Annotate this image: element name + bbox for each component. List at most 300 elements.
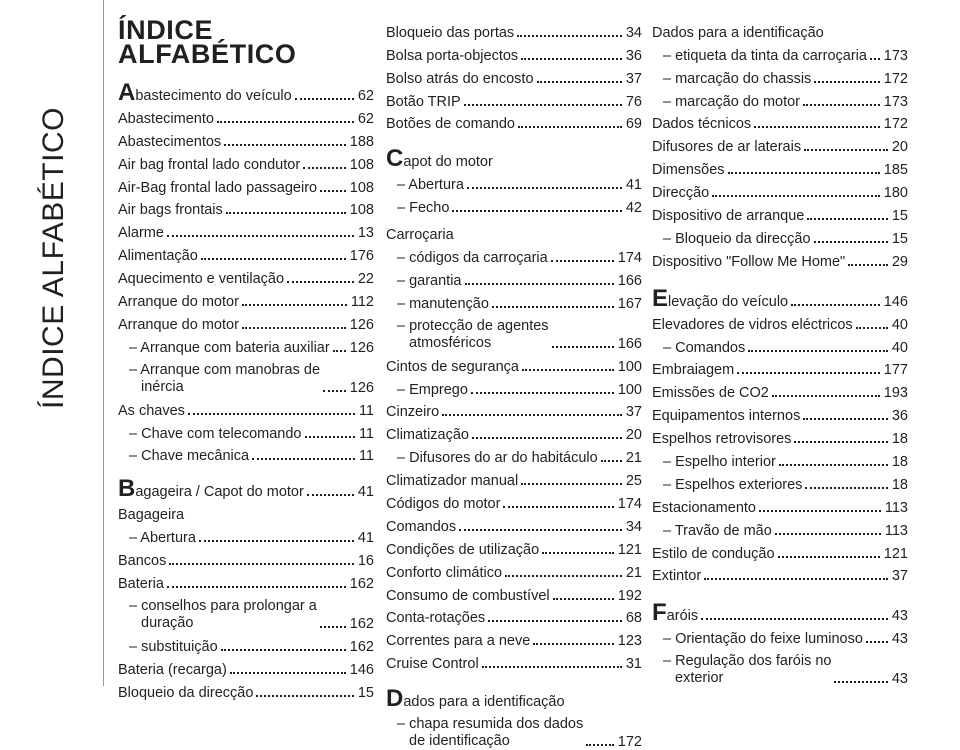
leader-dots <box>807 218 888 220</box>
leader-dots <box>242 304 347 306</box>
entry-label-text: Bloqueio da direcção <box>118 684 254 701</box>
leader-dots <box>201 258 346 260</box>
entry-label <box>118 79 292 106</box>
leader-dots <box>834 681 887 683</box>
entry-label-text: Botões de comando <box>386 116 515 133</box>
section-initial: D <box>386 685 404 713</box>
page-number: 43 <box>891 671 908 688</box>
index-entry <box>386 512 642 535</box>
page-number: 41 <box>357 484 374 501</box>
index-entry <box>652 594 908 627</box>
leader-dots <box>169 563 353 565</box>
index-entry <box>386 243 642 266</box>
leader-dots <box>287 281 354 283</box>
entry-label-text: Direcção <box>652 185 710 202</box>
leader-dots <box>505 575 622 577</box>
leader-dots <box>803 104 880 106</box>
index-entry <box>386 41 642 64</box>
entry-label <box>386 318 549 352</box>
entry-label <box>652 631 863 647</box>
page-number: 16 <box>357 553 374 570</box>
page-number: 113 <box>884 522 908 539</box>
page-title-line-1: ÍNDICE <box>118 15 214 45</box>
index-entry <box>118 173 374 196</box>
index-entry <box>386 352 642 375</box>
page-number: 43 <box>891 631 908 648</box>
page-number: 172 <box>883 116 908 133</box>
index-entry <box>652 516 908 539</box>
page-number: 13 <box>357 225 374 242</box>
index-entry <box>386 266 642 289</box>
index-entry <box>118 241 374 264</box>
entry-label <box>118 475 304 503</box>
entry-label <box>118 157 300 173</box>
page-number: 41 <box>625 177 642 194</box>
leader-dots <box>778 556 880 558</box>
index-entry <box>118 287 374 310</box>
page-number: 177 <box>883 362 908 379</box>
index-entry <box>118 218 374 241</box>
page-number: 162 <box>349 616 374 633</box>
index-entry <box>652 447 908 470</box>
leader-dots <box>701 618 888 620</box>
entry-label <box>386 382 468 398</box>
entry-label-rest: apot do motor <box>403 154 493 171</box>
page-number: 113 <box>884 499 908 516</box>
entry-label-text: Cinzeiro <box>386 404 440 421</box>
leader-dots <box>791 304 880 306</box>
page-number: 15 <box>891 208 908 225</box>
leader-dots <box>794 441 887 443</box>
page-number: 100 <box>617 381 642 398</box>
entry-label <box>118 202 223 218</box>
entry-label-text: Bateria (recarga) <box>118 661 227 678</box>
entry-label-text: – Comandos <box>663 339 746 356</box>
entry-label <box>386 296 489 312</box>
entry-label <box>386 496 500 512</box>
entry-label <box>652 231 811 247</box>
leader-dots <box>759 510 881 512</box>
entry-label <box>652 185 709 201</box>
leader-dots <box>221 649 346 651</box>
entry-label-text: Condições de utilização <box>386 541 540 558</box>
entry-label <box>386 25 514 41</box>
entry-label-text: – etiqueta da tinta da carroçaria <box>663 47 867 64</box>
entry-label-continuation: inércia <box>141 378 184 395</box>
index-entry <box>118 655 374 678</box>
leader-dots <box>517 35 622 37</box>
page-number: 166 <box>617 272 642 289</box>
page-number: 29 <box>891 253 908 270</box>
leader-dots <box>704 578 888 580</box>
page-number: 76 <box>625 93 642 110</box>
page-number: 62 <box>357 88 374 104</box>
entry-label <box>652 208 804 224</box>
entry-label-text: Espelhos retrovisores <box>652 431 792 448</box>
page-number: 166 <box>617 335 642 352</box>
leader-dots <box>320 626 346 628</box>
entry-label-text: Air bag frontal lado condutor <box>118 156 301 173</box>
entry-label <box>386 716 583 750</box>
index-entry <box>652 178 908 201</box>
page-number: 192 <box>617 587 642 604</box>
page-title <box>118 15 297 69</box>
entry-label <box>386 94 461 110</box>
page-number: 21 <box>625 564 642 581</box>
leader-dots <box>521 483 622 485</box>
entry-label-text: – Travão de mão <box>663 522 772 539</box>
index-entry <box>386 220 642 243</box>
page-number: 21 <box>625 450 642 467</box>
leader-dots <box>256 695 353 697</box>
leader-dots <box>814 241 888 243</box>
entry-label <box>652 500 756 516</box>
entry-label <box>652 362 734 378</box>
entry-label-continuation: de identificação <box>409 733 510 750</box>
leader-dots <box>442 414 622 416</box>
index-entry <box>652 647 908 687</box>
entry-label-text: Conforto climático <box>386 564 503 581</box>
page-number: 11 <box>358 402 374 419</box>
entry-label-text: Bateria <box>118 576 164 593</box>
entry-label-text: Códigos do motor <box>386 496 501 513</box>
page-number: 180 <box>883 185 908 202</box>
index-entry <box>386 443 642 466</box>
index-entry <box>386 87 642 110</box>
entry-label <box>652 48 867 64</box>
entry-label <box>386 633 530 649</box>
page-number: 15 <box>891 230 908 247</box>
leader-dots <box>748 350 888 352</box>
index-entry <box>118 150 374 173</box>
page-number: 40 <box>891 339 908 356</box>
entry-label-text: Comandos <box>386 518 457 535</box>
entry-label-continuation: exterior <box>675 670 724 687</box>
leader-dots <box>533 643 614 645</box>
entry-label-text: – chapa resumida dos dados <box>397 716 584 733</box>
entry-label-continuation: atmosféricos <box>409 334 492 351</box>
leader-dots <box>775 533 881 535</box>
entry-label <box>118 507 184 523</box>
section-initial: C <box>386 145 404 173</box>
entry-label <box>652 71 811 87</box>
index-entry <box>652 333 908 356</box>
leader-dots <box>814 81 880 83</box>
index-entry <box>386 489 642 512</box>
leader-dots <box>737 372 880 374</box>
entry-label <box>118 530 196 546</box>
page-number: 112 <box>350 294 374 311</box>
index-entry <box>652 280 908 310</box>
entry-label <box>118 685 253 701</box>
entry-label-text: Dispositivo de arranque <box>652 208 805 225</box>
leader-dots <box>482 666 622 668</box>
page-number: 69 <box>625 116 642 133</box>
entry-label <box>118 362 320 396</box>
index-entry <box>118 127 374 150</box>
page-number: 167 <box>617 295 642 312</box>
leader-dots <box>323 390 346 392</box>
entry-label-text: Correntes para a neve <box>386 633 531 650</box>
leader-dots <box>586 744 614 746</box>
entry-label <box>652 454 776 470</box>
entry-label <box>386 145 493 173</box>
leader-dots <box>188 413 355 415</box>
page-number: 18 <box>891 454 908 471</box>
page-number: 20 <box>625 427 642 444</box>
index-entry <box>118 523 374 546</box>
entry-label <box>118 271 284 287</box>
page-number: 22 <box>357 271 374 288</box>
page-number: 62 <box>357 110 374 127</box>
entry-label-rest: levação do veículo <box>668 293 789 310</box>
page-number: 174 <box>617 496 642 513</box>
page-number: 162 <box>349 576 374 593</box>
index-entry <box>652 87 908 110</box>
index-entry <box>652 155 908 178</box>
index-entry <box>652 18 908 41</box>
index-entry <box>652 201 908 224</box>
entry-label-text: – manutenção <box>397 295 489 312</box>
entry-label <box>652 25 824 41</box>
entry-label <box>652 599 699 627</box>
leader-dots <box>805 487 887 489</box>
entry-label <box>652 116 751 132</box>
leader-dots <box>167 235 354 237</box>
entry-label <box>386 200 449 216</box>
leader-dots <box>804 149 888 151</box>
entry-label-text: Cintos de segurança <box>386 358 519 375</box>
entry-label-text: Aquecimento e ventilação <box>118 271 285 288</box>
entry-label <box>652 385 769 401</box>
page-number: 11 <box>358 425 374 442</box>
entry-label-text: Abastecimento <box>118 110 214 127</box>
entry-label <box>386 404 439 420</box>
entry-label <box>652 477 802 493</box>
entry-label <box>386 116 515 132</box>
entry-label <box>386 71 534 87</box>
index-entry <box>386 140 642 173</box>
leader-dots <box>542 552 614 554</box>
entry-label <box>652 162 725 178</box>
entry-label-text: – Arranque com bateria auxiliar <box>129 339 330 356</box>
index-column-2 <box>386 18 642 750</box>
index-entry <box>386 193 642 216</box>
entry-label <box>118 180 317 196</box>
index-entry <box>118 333 374 356</box>
index-entry <box>386 64 642 87</box>
leader-dots <box>537 81 622 83</box>
entry-label <box>118 403 185 419</box>
leader-dots <box>452 210 621 212</box>
entry-label-text: Equipamentos internos <box>652 408 801 425</box>
entry-label <box>652 317 853 333</box>
leader-dots <box>754 126 880 128</box>
page-number: 15 <box>357 684 374 701</box>
entry-label-text: Abastecimentos <box>118 133 222 150</box>
entry-label <box>652 431 791 447</box>
entry-label-text: Consumo de combustível <box>386 587 550 604</box>
page-number: 41 <box>357 530 374 547</box>
leader-dots <box>167 586 346 588</box>
entry-label-text: Botão TRIP <box>386 93 461 110</box>
entry-label-text: – Bloqueio da direcção <box>663 230 811 247</box>
index-entry <box>386 289 642 312</box>
index-entry <box>386 535 642 558</box>
entry-label-text: Bolsa porta-objectos <box>386 47 519 64</box>
entry-label <box>386 450 598 466</box>
page-number: 146 <box>883 293 908 310</box>
index-entry <box>386 398 642 421</box>
leader-dots <box>866 641 888 643</box>
index-entry <box>386 649 642 672</box>
entry-label-text: Cruise Control <box>386 656 479 673</box>
leader-dots <box>551 260 614 262</box>
leader-dots <box>305 436 355 438</box>
page-number: 146 <box>349 661 374 678</box>
entry-label-text: – Fecho <box>397 200 450 217</box>
page-number: 36 <box>891 408 908 425</box>
page-number: 126 <box>349 339 374 356</box>
page-number: 34 <box>625 518 642 535</box>
index-entry <box>118 356 374 396</box>
entry-label <box>652 523 772 539</box>
entry-label-text: – substituição <box>129 638 218 655</box>
page-number: 173 <box>883 47 908 64</box>
page-number: 42 <box>625 200 642 217</box>
entry-label-text: Dimensões <box>652 162 725 179</box>
page-number: 43 <box>891 608 908 625</box>
entry-label <box>118 639 218 655</box>
page-number: 108 <box>349 202 374 219</box>
entry-label-text: Bolso atrás do encosto <box>386 70 534 87</box>
entry-label-text: Bagageira <box>118 507 185 524</box>
leader-dots <box>522 369 614 371</box>
leader-dots <box>252 458 355 460</box>
page-number: 25 <box>625 473 642 490</box>
index-entry <box>652 424 908 447</box>
index-entry <box>386 375 642 398</box>
entry-label-text: As chaves <box>118 402 185 419</box>
entry-label-text: Extintor <box>652 568 702 585</box>
entry-label <box>118 448 249 464</box>
entry-label <box>118 598 317 632</box>
entry-label-text: Bancos <box>118 553 167 570</box>
entry-label <box>386 685 565 713</box>
entry-label <box>386 359 519 375</box>
leader-dots <box>303 167 346 169</box>
leader-dots <box>471 392 614 394</box>
entry-label-text: Dados para a identificação <box>652 24 824 41</box>
entry-label-text: Alarme <box>118 225 164 242</box>
page-number: 185 <box>883 162 908 179</box>
index-entry <box>652 378 908 401</box>
leader-dots <box>803 418 888 420</box>
index-entry <box>652 539 908 562</box>
entry-label-text: Dados técnicos <box>652 116 752 133</box>
entry-label <box>652 94 800 110</box>
leader-dots <box>465 283 614 285</box>
index-entry <box>652 64 908 87</box>
leader-dots <box>553 598 614 600</box>
leader-dots <box>459 529 622 531</box>
leader-dots <box>518 126 622 128</box>
page-number: 37 <box>625 404 642 421</box>
entry-label-text: – Arranque com manobras de <box>129 361 321 378</box>
index-entry <box>652 470 908 493</box>
entry-label-text: – Orientação do feixe luminoso <box>663 631 863 648</box>
entry-label <box>118 134 221 150</box>
entry-label <box>118 294 239 310</box>
entry-label <box>118 662 227 678</box>
leader-dots <box>772 395 880 397</box>
page-number: 126 <box>349 316 374 333</box>
page-number: 121 <box>883 545 908 562</box>
index-entry <box>386 420 642 443</box>
page-number: 172 <box>617 734 642 750</box>
index-entry <box>652 562 908 585</box>
entry-label <box>386 542 539 558</box>
leader-dots <box>226 212 346 214</box>
entry-label <box>118 225 164 241</box>
index-entry <box>118 592 374 632</box>
entry-label-text: Emissões de CO2 <box>652 385 769 402</box>
page-number: 188 <box>349 133 374 150</box>
entry-label <box>386 473 518 489</box>
entry-label-text: Bloqueio das portas <box>386 24 515 41</box>
leader-dots <box>503 506 613 508</box>
index-entry <box>118 678 374 701</box>
entry-label-text: – Abertura <box>129 530 196 547</box>
index-entry <box>652 247 908 270</box>
page-title-line-2: ALFABÉTICO <box>118 39 297 69</box>
index-entry <box>386 680 642 713</box>
section-initial: A <box>118 79 136 106</box>
index-entry <box>118 632 374 655</box>
index-entry <box>386 626 642 649</box>
entry-label-text: – Espelhos exteriores <box>663 476 803 493</box>
entry-label-rest: agageira / Capot do motor <box>135 484 304 501</box>
page-number: 193 <box>883 385 908 402</box>
entry-label <box>386 610 485 626</box>
index-entry <box>118 442 374 465</box>
index-entry <box>118 546 374 569</box>
index-entry <box>118 396 374 419</box>
entry-label-text: – conselhos para prolongar a <box>129 598 317 615</box>
entry-label-text: Conta-rotações <box>386 610 486 627</box>
entry-label-text: Embraiagem <box>652 362 735 379</box>
index-entry <box>386 18 642 41</box>
entry-label <box>652 568 701 584</box>
page-number: 108 <box>349 179 374 196</box>
index-entry <box>386 558 642 581</box>
leader-dots <box>199 540 354 542</box>
entry-label <box>652 139 801 155</box>
index-entry <box>386 604 642 627</box>
leader-dots <box>230 672 346 674</box>
page-number: 123 <box>617 633 642 650</box>
entry-label <box>652 284 789 312</box>
entry-label <box>386 519 456 535</box>
page-number: 173 <box>883 93 908 110</box>
entry-label-text: Estilo de condução <box>652 545 775 562</box>
page-number: 172 <box>883 70 908 87</box>
entry-label <box>652 340 745 356</box>
entry-label-text: Carroçaria <box>386 227 454 244</box>
entry-label <box>118 576 164 592</box>
index-entry <box>118 500 374 523</box>
index-entry <box>652 493 908 516</box>
